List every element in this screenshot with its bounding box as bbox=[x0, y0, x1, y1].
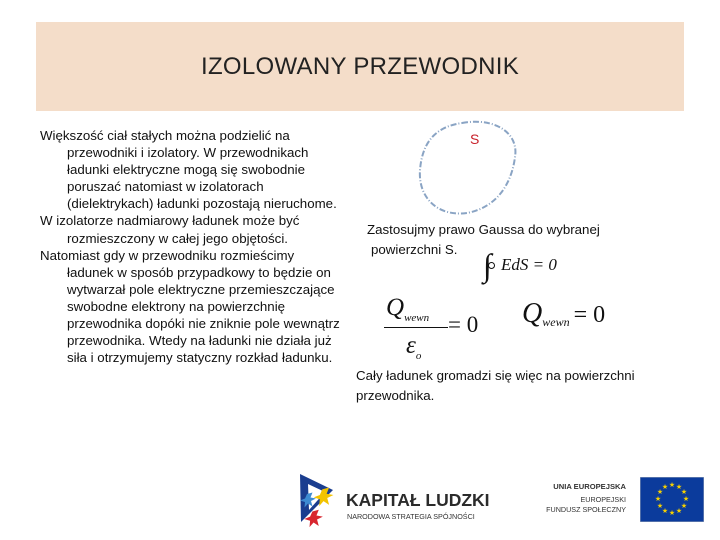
paragraph-insulator-charge: W izolatorze nadmiarowy ładunek może być rozmieszczony w całej jego objętości. bbox=[40, 213, 300, 246]
conclusion-line1: Cały ładunek gromadzi się więc na powierzchni bbox=[356, 368, 635, 383]
fraction-bar bbox=[384, 327, 448, 328]
eq1-numerator bbox=[386, 294, 429, 324]
eu-logo-text bbox=[532, 482, 626, 516]
svg-text:★: ★ bbox=[668, 509, 676, 517]
eq1-rhs: = 0 bbox=[448, 312, 479, 337]
eq1-denominator bbox=[406, 332, 421, 362]
eq2-rhs: = 0 bbox=[573, 302, 606, 328]
title-banner bbox=[36, 22, 684, 111]
fund-name-line2: FUNDUSZ SPOŁECZNY bbox=[546, 505, 626, 514]
svg-text:★: ★ bbox=[654, 495, 662, 503]
eq2-q-sub: wewn bbox=[542, 315, 570, 330]
gauss-text-line1: Zastosujmy prawo Gaussa do wybranej bbox=[367, 222, 600, 237]
svg-text:★: ★ bbox=[680, 488, 688, 496]
eq1-epsilon-sub: o bbox=[415, 350, 422, 362]
gauss-integrand: EdS = 0 bbox=[501, 255, 557, 274]
left-text-block bbox=[40, 127, 340, 366]
svg-text:★: ★ bbox=[656, 488, 664, 496]
conclusion-line2: przewodnika. bbox=[356, 388, 435, 403]
gauss-law-equation bbox=[483, 246, 583, 288]
equation-q-equals-zero bbox=[522, 298, 642, 338]
kapital-ludzki-title: KAPITAŁ LUDZKI bbox=[346, 490, 490, 510]
fund-name-line1: EUROPEJSKI bbox=[580, 494, 626, 504]
kapital-ludzki-subtitle: NARODOWA STRATEGIA SPÓJNOŚCI bbox=[347, 512, 475, 521]
svg-text:★: ★ bbox=[656, 502, 664, 510]
svg-text:★: ★ bbox=[675, 483, 683, 491]
contour-circle-icon bbox=[488, 262, 495, 269]
kapital-ludzki-logo-icon bbox=[295, 472, 341, 528]
equation-q-over-epsilon bbox=[384, 294, 494, 366]
svg-text:★: ★ bbox=[661, 507, 669, 515]
paragraph-conductor-charge: Natomiast gdy w przewodniku rozmieścimy ładunek w sposób przypadkowy to będzie on wytwarzał pole elektryczne przemieszczające swobodne elektrony na powierzchnię przewodnika dopóki nie zniknie pole wewnątrz przewodnika. Wtedy na ładunki nie działa już siła i otrzymujemy statyczny rozkład ładunku. bbox=[40, 247, 340, 366]
gauss-text-line2: powierzchni S. bbox=[371, 242, 458, 257]
svg-text:★: ★ bbox=[680, 502, 688, 510]
eu-flag-icon bbox=[640, 477, 704, 522]
surface-label: S bbox=[470, 131, 480, 147]
eu-name: UNIA EUROPEJSKA bbox=[553, 482, 626, 491]
svg-text:★: ★ bbox=[668, 481, 676, 489]
eq2-q: Q bbox=[522, 298, 543, 329]
eq1-q-sub: wewn bbox=[404, 312, 430, 324]
eq1-epsilon: ε bbox=[406, 332, 416, 359]
gaussian-surface-outline bbox=[420, 122, 516, 214]
eq1-q: Q bbox=[386, 294, 405, 321]
svg-text:★: ★ bbox=[661, 483, 669, 491]
page-title: IZOLOWANY PRZEWODNIK bbox=[200, 53, 520, 80]
svg-text:★: ★ bbox=[682, 495, 690, 503]
contour-integral-icon: ∫ bbox=[483, 247, 492, 283]
svg-text:★: ★ bbox=[675, 507, 683, 515]
paragraph-conductors-insulators: Większość ciał stałych można podzielić na przewodniki i izolatory. W przewodnikach ładunki elektryczne mogą się swobodnie poruszać natomiast w izolatorach (dielektrykach) ładunki pozostają nieruchome. bbox=[40, 128, 337, 212]
